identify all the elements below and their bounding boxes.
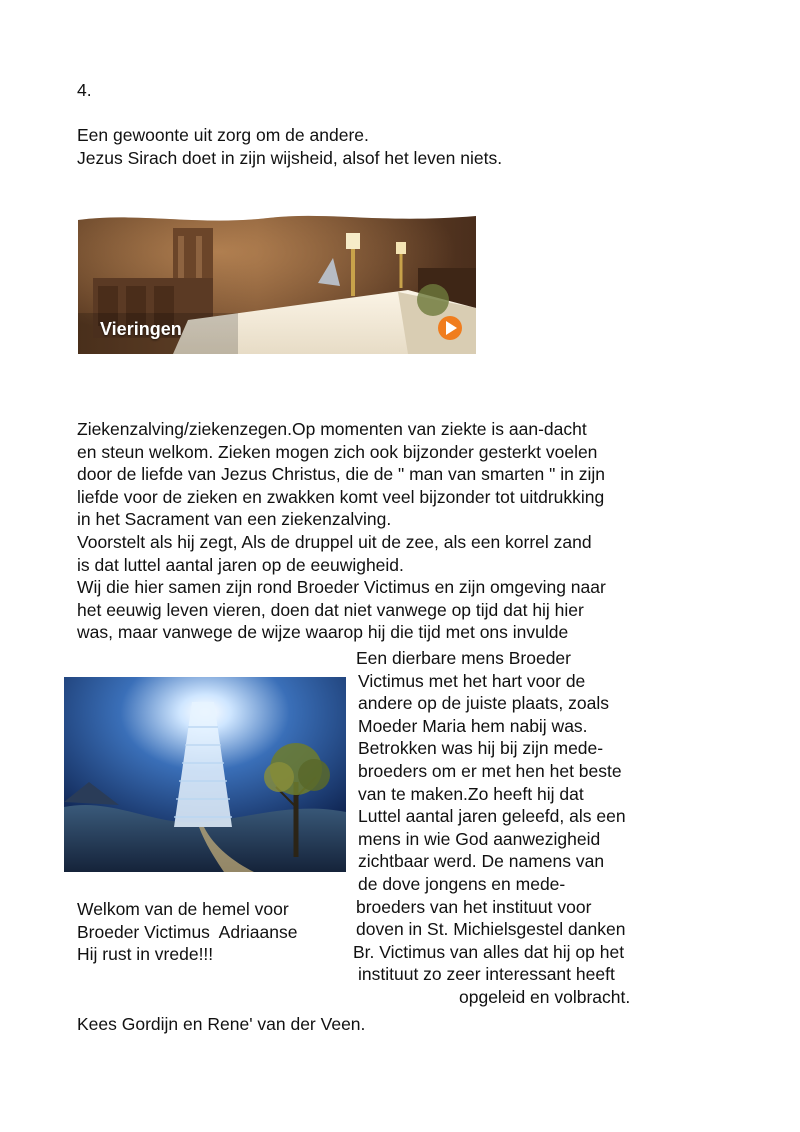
paragraph-line: door de liefde van Jezus Christus, die de " man van smarten " in zijn (77, 464, 605, 485)
column-line: broeders van het instituut voor (356, 896, 592, 917)
caption-line: Hij rust in vrede!!! (77, 944, 214, 965)
column-line: broeders om er met hen het beste (358, 760, 622, 781)
paragraph-line: in het Sacrament van een ziekenzalving. (77, 509, 392, 530)
paragraph-line: liefde voor de zieken en zwakken komt veel bijzonder tot uitdrukking (77, 486, 605, 507)
column-line: van te maken.Zo heeft hij dat (358, 783, 584, 804)
left-caption (77, 898, 298, 966)
paragraph-line: Wij die hier samen zijn rond Broeder Victimus en zijn omgeving naar (77, 577, 606, 598)
paragraph-line: en steun welkom. Zieken mogen zich ook bijzonder gesterkt voelen (77, 441, 598, 462)
banner-label: Vieringen (100, 319, 182, 339)
signature: Kees Gordijn en Rene' van der Veen. (77, 1014, 366, 1034)
paragraph-line: het eeuwig leven vieren, doen dat niet vanwege op tijd dat hij hier (77, 599, 584, 620)
right-column-text (353, 647, 631, 1009)
main-paragraph (77, 418, 606, 644)
stairway-to-heaven-image (64, 677, 346, 872)
paragraph-line: Ziekenzalving/ziekenzegen.Op momenten van ziekte is aan-dacht (77, 419, 587, 439)
column-line: de dove jongens en mede- (358, 873, 566, 894)
intro-line: Jezus Sirach doet in zijn wijsheid, alsof het leven niets. (77, 147, 503, 168)
paragraph-line: was, maar vanwege de wijze waarop hij die tijd met ons invulde (77, 622, 569, 643)
paragraph-line: Voorstelt als hij zegt, Als de druppel uit de zee, als een korrel zand (77, 531, 592, 552)
column-line: zichtbaar werd. De namens van (358, 851, 605, 872)
caption-line: Welkom van de hemel voor (77, 899, 289, 919)
column-line: doven in St. Michielsgestel danken (356, 919, 626, 940)
page-number: 4. (77, 80, 92, 100)
paragraph-line: is dat luttel aantal jaren op de eeuwigheid. (77, 554, 404, 575)
vieringen-banner[interactable] (78, 208, 476, 354)
column-line: Betrokken was hij bij zijn mede- (358, 738, 604, 759)
column-line: Moeder Maria hem nabij was. (358, 715, 588, 736)
column-line: Br. Victimus van alles dat hij op het (353, 941, 625, 962)
column-line: opgeleid en volbracht. (459, 986, 631, 1007)
column-line: instituut zo zeer interessant heeft (358, 964, 615, 985)
column-line: andere op de juiste plaats, zoals (358, 693, 609, 714)
column-line: mens in wie God aanwezigheid (358, 828, 601, 849)
caption-line: Broeder Victimus Adriaanse (77, 921, 298, 942)
column-line: Luttel aantal jaren geleefd, als een (358, 806, 626, 827)
intro-text (77, 124, 502, 169)
intro-line: Een gewoonte uit zorg om de andere. (77, 125, 369, 145)
column-line: Een dierbare mens Broeder (356, 648, 571, 668)
column-line: Victimus met het hart voor de (358, 670, 586, 691)
